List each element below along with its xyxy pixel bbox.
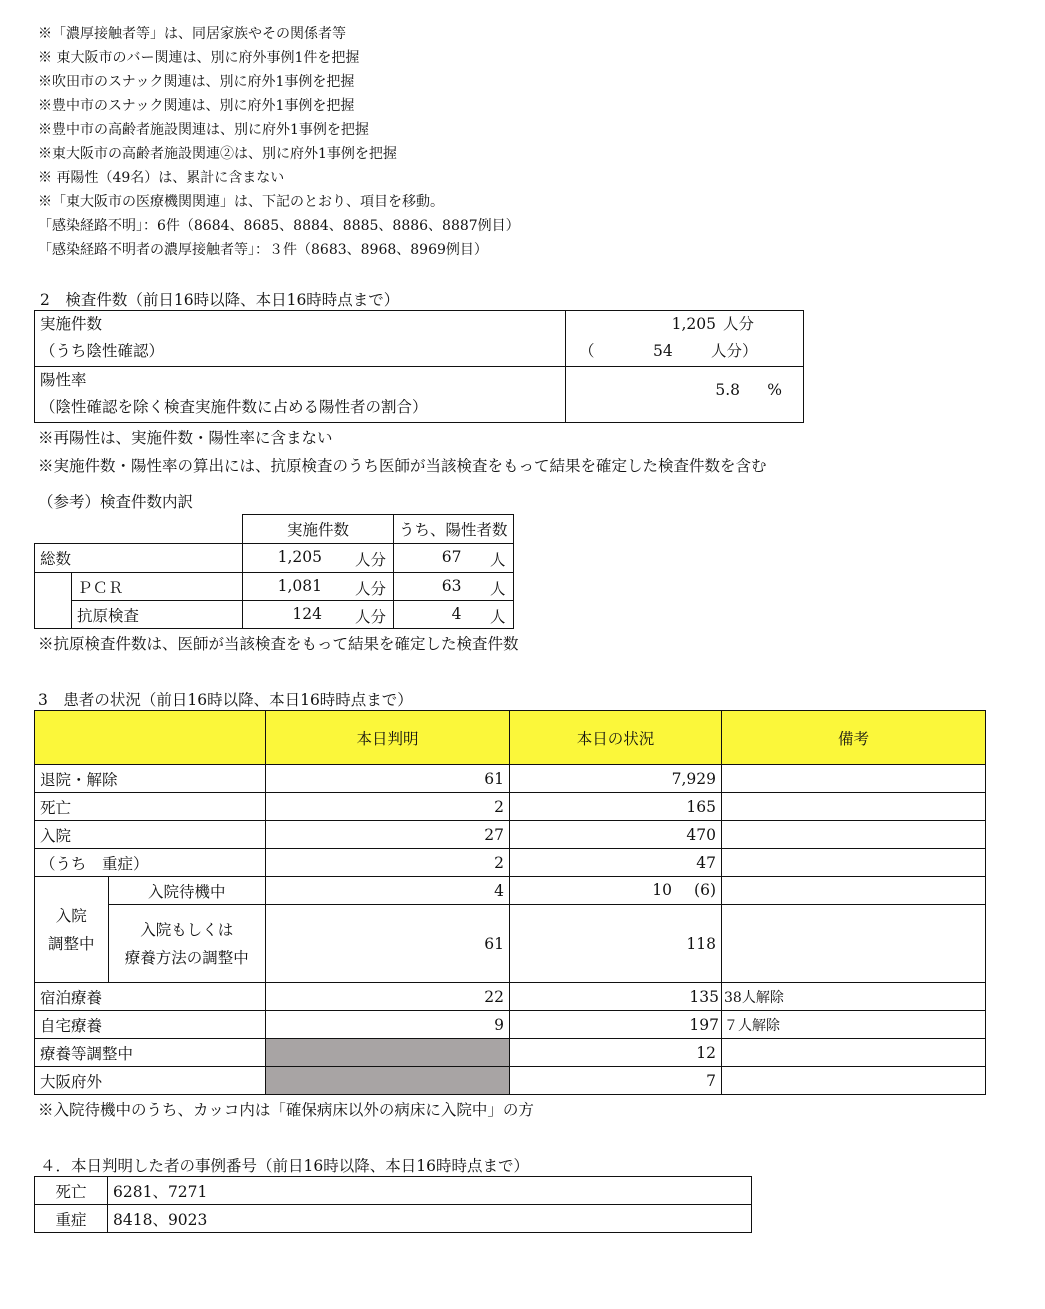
note-1: ※「濃厚接触者等」は、同居家族やその関係者等: [38, 26, 346, 42]
note-5: ※豊中市の高齢者施設関連は、別に府外1事例を把握: [38, 122, 369, 138]
patient-row-today: 61: [266, 765, 510, 793]
waiting-label: 入院待機中: [108, 877, 265, 905]
patient-row-today: 22: [266, 983, 510, 1011]
negative-open: （: [579, 342, 595, 360]
patient-row-remark: [722, 1067, 986, 1095]
reference-table: [34, 514, 514, 629]
patient-row-status: 47: [510, 849, 722, 877]
method-label-2: 療養方法の調整中: [124, 948, 249, 967]
adjusting-group-label: [35, 877, 109, 983]
implemented-label: 実施件数: [40, 315, 103, 333]
patient-row-remark: 38人解除: [722, 983, 986, 1011]
case-row-value: 8418、9023: [108, 1205, 752, 1233]
section2-note2: ※実施件数・陽性率の算出には、抗原検査のうち医師が当該検査をもって結果を確定した検査件数を含む: [38, 457, 767, 475]
patient-row-today: 2: [266, 793, 510, 821]
reference-empty-head: [35, 515, 243, 544]
reference-antigen-count-unit: 人分: [354, 607, 386, 626]
patient-row-label: 大阪府外: [35, 1067, 266, 1095]
reference-total-count: [243, 544, 394, 573]
reference-total-pos-unit: 人: [490, 551, 506, 569]
waiting-remark: [722, 877, 986, 905]
reference-antigen-pos-value: 4: [451, 604, 462, 623]
reference-col2: うち、陽性者数: [394, 515, 514, 544]
note-7: ※ 再陽性（49名）は、累計に含まない: [38, 170, 285, 186]
patient-row-today: 9: [266, 1011, 510, 1039]
implemented-unit: 人分: [722, 315, 754, 333]
reference-col1: 実施件数: [243, 515, 394, 544]
adjusting-label-2: 調整中: [48, 934, 95, 953]
patient-row-label: 死亡: [35, 793, 266, 821]
patient-row-today-blank: [266, 1039, 510, 1067]
patient-row-status: 197: [510, 1011, 722, 1039]
negative-unit: 人分）: [711, 342, 758, 360]
rate-value: 5.8: [715, 381, 740, 399]
section2-heading: 2 検査件数（前日16時以降、本日16時時点まで）: [40, 291, 400, 309]
reference-pcr-count-value: 1,081: [277, 576, 322, 595]
patient-row-label: 宿泊療養: [35, 983, 266, 1011]
test-count-table: [34, 310, 804, 423]
reference-pcr-pos: [394, 573, 514, 601]
method-status: 118: [510, 905, 722, 983]
patient-status-table: [34, 710, 986, 1095]
section4-heading: ４．本日判明した者の事例番号（前日16時以降、本日16時時点まで）: [40, 1157, 529, 1175]
patient-row-status: 470: [510, 821, 722, 849]
note-8: ※「東大阪市の医療機関関連」は、下記のとおり、項目を移動。: [38, 194, 444, 210]
section3-note: ※入院待機中のうち、カッコ内は「確保病床以外の病床に入院中」の方: [38, 1101, 534, 1119]
rate-sub: （陰性確認を除く検査実施件数に占める陽性者の割合）: [40, 398, 428, 416]
negative-value: 54: [653, 342, 673, 360]
rate-unit: %: [767, 381, 782, 399]
reference-total-count-value: 1,205: [277, 548, 322, 566]
patient-row-today: 2: [266, 849, 510, 877]
patient-row-status: 7: [510, 1067, 722, 1095]
patient-row-today: 27: [266, 821, 510, 849]
patient-head-empty: [35, 711, 266, 765]
reference-pcr-count-unit: 人分: [354, 579, 386, 598]
reference-pcr-label: ＰＣＲ: [72, 573, 243, 601]
case-row-label: 死亡: [35, 1177, 108, 1205]
rate-label: 陽性率: [40, 371, 87, 389]
patient-row-label: 退院・解除: [35, 765, 266, 793]
case-row-value: 6281、7271: [108, 1177, 752, 1205]
note-4: ※豊中市のスナック関連は、別に府外1事例を把握: [38, 98, 355, 114]
reference-antigen-pos: [394, 601, 514, 629]
patient-row-status: 7,929: [510, 765, 722, 793]
method-today: 61: [266, 905, 510, 983]
patient-row-status: 135: [510, 983, 722, 1011]
method-remark: [722, 905, 986, 983]
patient-head-status: 本日の状況: [510, 711, 722, 765]
reference-total-pos: [394, 544, 514, 573]
waiting-paren: (6): [694, 880, 716, 899]
patient-row-label: 自宅療養: [35, 1011, 266, 1039]
waiting-today: 4: [266, 877, 510, 905]
patient-row-label: （うち 重症）: [35, 849, 266, 877]
patient-head-remark: 備考: [722, 711, 986, 765]
reference-antigen-label: 抗原検査: [72, 601, 243, 629]
note-2: ※ 東大阪市のバー関連は、別に府外事例1件を把握: [38, 50, 360, 66]
case-number-table: [34, 1176, 752, 1233]
rate-cell: [35, 367, 566, 423]
case-row-label: 重症: [35, 1205, 108, 1233]
section2-note1: ※再陽性は、実施件数・陽性率に含まない: [38, 429, 333, 447]
reference-antigen-count: [243, 601, 394, 629]
rate-value-cell: [566, 367, 804, 423]
reference-pcr-count: [243, 573, 394, 601]
patient-row-status: 12: [510, 1039, 722, 1067]
note-9: 「感染経路不明」：6件（8684、8685、8884、8885、8886、8887例目）: [38, 218, 520, 234]
method-label-cell: [108, 905, 265, 983]
section3-heading: 3 患者の状況（前日16時以降、本日16時時点まで）: [38, 691, 413, 709]
method-label-1: 入院もしくは: [140, 920, 234, 939]
note-6: ※東大阪市の高齢者施設関連②は、別に府外1事例を把握: [38, 146, 397, 162]
reference-total-label: 総数: [35, 544, 243, 573]
reference-pcr-pos-value: 63: [441, 576, 462, 595]
patient-row-remark: [722, 765, 986, 793]
reference-antigen-count-value: 124: [292, 604, 322, 623]
note-10: 「感染経路不明者の濃厚接触者等」：３件（8683、8968、8969例目）: [38, 242, 488, 258]
patient-row-today-blank: [266, 1067, 510, 1095]
reference-total-pos-value: 67: [441, 548, 462, 566]
negative-label: （うち陰性確認）: [40, 342, 165, 360]
patient-head-today: 本日判明: [266, 711, 510, 765]
note-3: ※吹田市のスナック関連は、別に府外1事例を把握: [38, 74, 355, 90]
patient-row-remark: ７人解除: [722, 1011, 986, 1039]
patient-row-remark: [722, 849, 986, 877]
reference-indent: [35, 573, 72, 629]
implemented-value: 1,205: [671, 315, 716, 333]
patient-row-label: 入院: [35, 821, 266, 849]
reference-antigen-pos-unit: 人: [490, 607, 506, 626]
reference-total-count-unit: 人分: [354, 551, 386, 569]
patient-row-remark: [722, 1039, 986, 1067]
implemented-cell: [35, 311, 566, 367]
patient-row-status: 165: [510, 793, 722, 821]
patient-row-remark: [722, 821, 986, 849]
patient-row-remark: [722, 793, 986, 821]
waiting-status: 10: [652, 880, 672, 899]
reference-heading: （参考）検査件数内訳: [38, 493, 194, 511]
waiting-status-cell: [510, 877, 722, 905]
reference-note: ※抗原検査件数は、医師が当該検査をもって結果を確定した検査件数: [38, 635, 519, 653]
implemented-value-cell: [566, 311, 804, 367]
reference-pcr-pos-unit: 人: [490, 579, 506, 598]
patient-row-label: 療養等調整中: [35, 1039, 266, 1067]
adjusting-label-1: 入院: [55, 906, 87, 925]
